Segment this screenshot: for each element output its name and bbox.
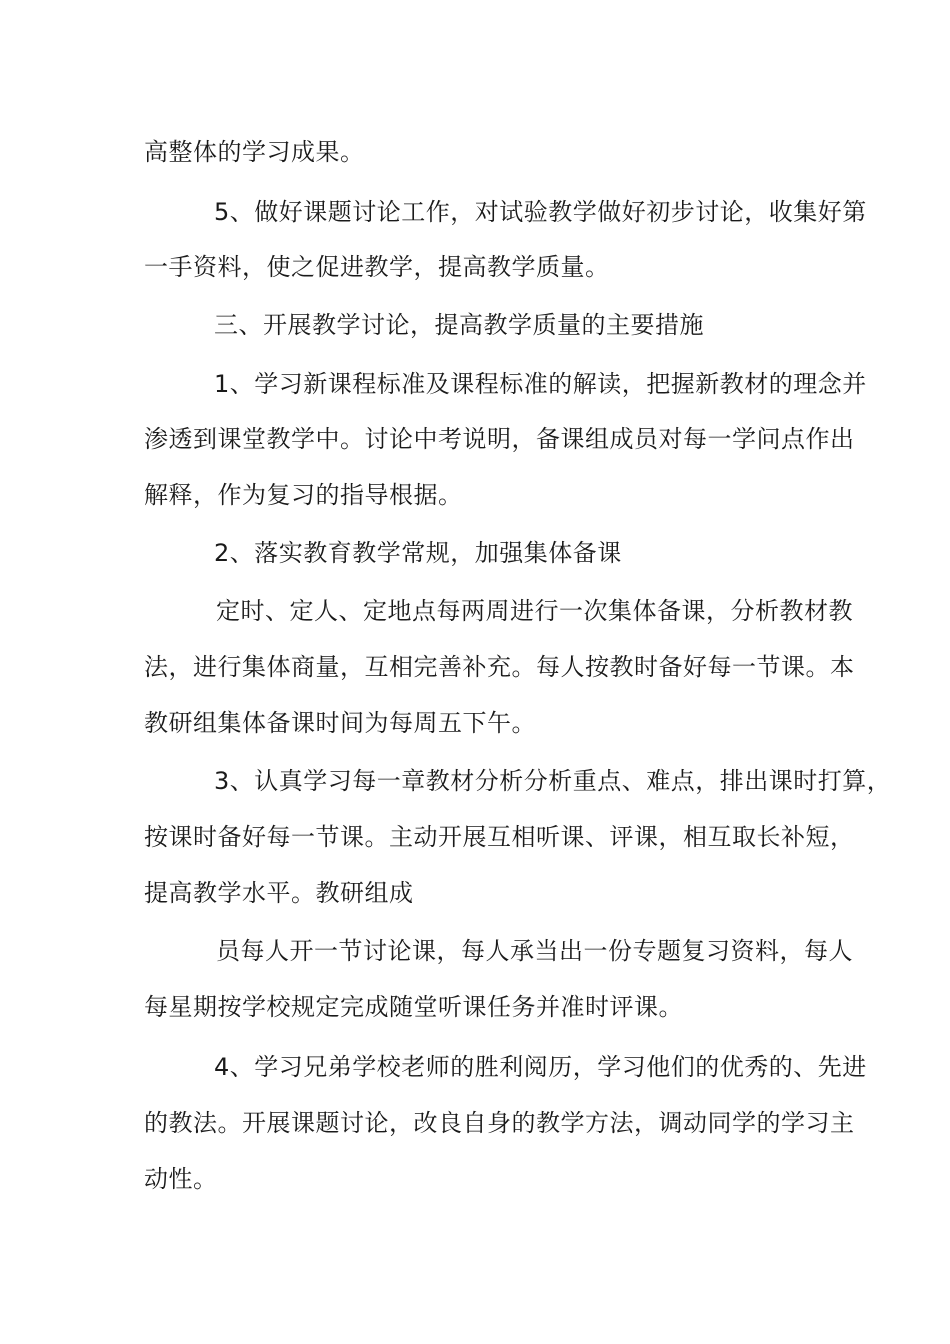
text-line-item-3: 3、认真学习每一章教材分析分析重点、难点，排出课时打算， [214, 767, 892, 795]
text-line-prep-para: 定时、定人、定地点每两周进行一次集体备课，分析教材教 [216, 597, 853, 625]
section-heading-3: 三、开展教学讨论，提高教学质量的主要措施 [214, 311, 704, 339]
text-line-item-4: 4、学习兄弟学校老师的胜利阅历，学习他们的优秀的、先进 [214, 1053, 867, 1081]
text-line-item-4-cont-b: 动性。 [144, 1165, 218, 1193]
text-line-item-2: 2、落实教育教学常规，加强集体备课 [214, 539, 622, 567]
text-line-item-5: 5、做好课题讨论工作，对试验教学做好初步讨论，收集好第 [214, 198, 867, 226]
text-line-item-1-cont-a: 渗透到课堂教学中。讨论中考说明，备课组成员对每一学问点作出 [144, 425, 855, 453]
text-line-item-1: 1、学习新课程标准及课程标准的解读，把握新教材的理念并 [214, 370, 867, 398]
text-line-item-3-cont-a: 按课时备好每一节课。主动开展互相听课、评课，相互取长补短， [144, 823, 855, 851]
text-line-continuation: 高整体的学习成果。 [144, 138, 365, 166]
text-line-members-cont: 每星期按学校规定完成随堂听课任务并准时评课。 [144, 993, 683, 1021]
text-line-prep-cont-a: 法，进行集体商量，互相完善补充。每人按教时备好每一节课。本 [144, 653, 855, 681]
text-line-item-5-cont: 一手资料，使之促进教学，提高教学质量。 [144, 253, 610, 281]
text-line-item-3-cont-b: 提高教学水平。教研组成 [144, 879, 414, 907]
text-line-prep-cont-b: 教研组集体备课时间为每周五下午。 [144, 709, 536, 737]
text-line-item-1-cont-b: 解释，作为复习的指导根据。 [144, 481, 463, 509]
text-line-members-para: 员每人开一节讨论课，每人承当出一份专题复习资料，每人 [216, 937, 853, 965]
text-line-item-4-cont-a: 的教法。开展课题讨论，改良自身的教学方法，调动同学的学习主 [144, 1109, 855, 1137]
